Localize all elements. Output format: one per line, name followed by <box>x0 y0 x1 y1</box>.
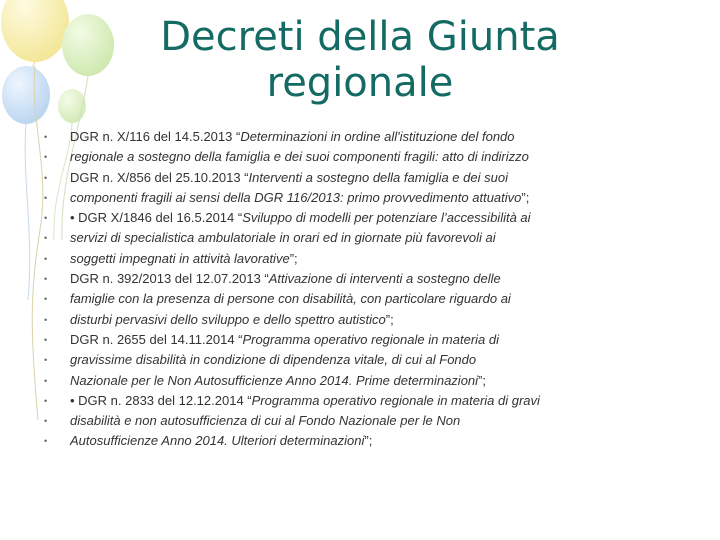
list-item: • • DGR X/1846 del 16.5.2014 “Sviluppo di modelli per potenziare l’accessibilità ai <box>38 208 638 228</box>
slide-title-line2: regionale <box>266 60 454 106</box>
list-item: • DGR n. X/116 del 14.5.2013 “Determinazioni in ordine all'istituzione del fondo <box>38 127 638 147</box>
decree-list <box>38 127 638 452</box>
list-item: • regionale a sostegno della famiglia e dei suoi componenti fragili: atto di indirizzo <box>38 147 638 167</box>
bullet-icon: • <box>44 395 48 406</box>
list-item: • gravissime disabilità in condizione di dipendenza vitale, di cui al Fondo <box>38 350 638 370</box>
bullet-icon: • <box>44 314 48 325</box>
list-item: • disturbi pervasivi dello sviluppo e dello spettro autistico”; <box>38 310 638 330</box>
list-item: • componenti fragili ai sensi della DGR 116/2013: primo provvedimento attuativo”; <box>38 188 638 208</box>
list-item: • DGR n. 392/2013 del 12.07.2013 “Attivazione di interventi a sostegno delle <box>38 269 638 289</box>
bullet-icon: • <box>44 253 48 264</box>
bullet-icon: • <box>44 172 48 183</box>
bullet-icon: • <box>44 294 48 305</box>
list-item: • disabilità e non autosufficienza di cui al Fondo Nazionale per le Non <box>38 411 638 431</box>
list-item: • DGR n. X/856 del 25.10.2013 “Interventi a sostegno della famiglia e dei suoi <box>38 168 638 188</box>
slide-title-line1: Decreti della Giunta <box>160 14 560 60</box>
bullet-icon: • <box>44 436 48 447</box>
list-item: • servizi di specialistica ambulatoriale in orari ed in giornate più favorevoli ai <box>38 228 638 248</box>
bullet-icon: • <box>44 132 48 142</box>
bullet-icon: • <box>44 274 48 285</box>
list-item: • Nazionale per le Non Autosufficienze Anno 2014. Prime determinazioni”; <box>38 371 638 391</box>
bullet-icon: • <box>44 355 48 366</box>
list-item: • • DGR n. 2833 del 12.12.2014 “Programma operativo regionale in materia di gravi <box>38 391 638 411</box>
bullet-icon: • <box>44 152 48 163</box>
bullet-icon: • <box>44 233 48 244</box>
list-item: • Autosufficienze Anno 2014. Ulteriori determinazioni”; <box>38 431 638 451</box>
bullet-icon: • <box>44 416 48 427</box>
bullet-icon: • <box>44 375 48 386</box>
bullet-icon: • <box>44 334 48 345</box>
list-item: • DGR n. 2655 del 14.11.2014 “Programma operativo regionale in materia di <box>38 330 638 350</box>
bullet-icon: • <box>44 213 48 224</box>
list-item: • soggetti impegnati in attività lavorative”; <box>38 249 638 269</box>
list-item: • famiglie con la presenza di persone con disabilità, con particolare riguardo ai <box>38 289 638 309</box>
bullet-icon: • <box>44 192 48 203</box>
slide-title <box>0 14 720 106</box>
